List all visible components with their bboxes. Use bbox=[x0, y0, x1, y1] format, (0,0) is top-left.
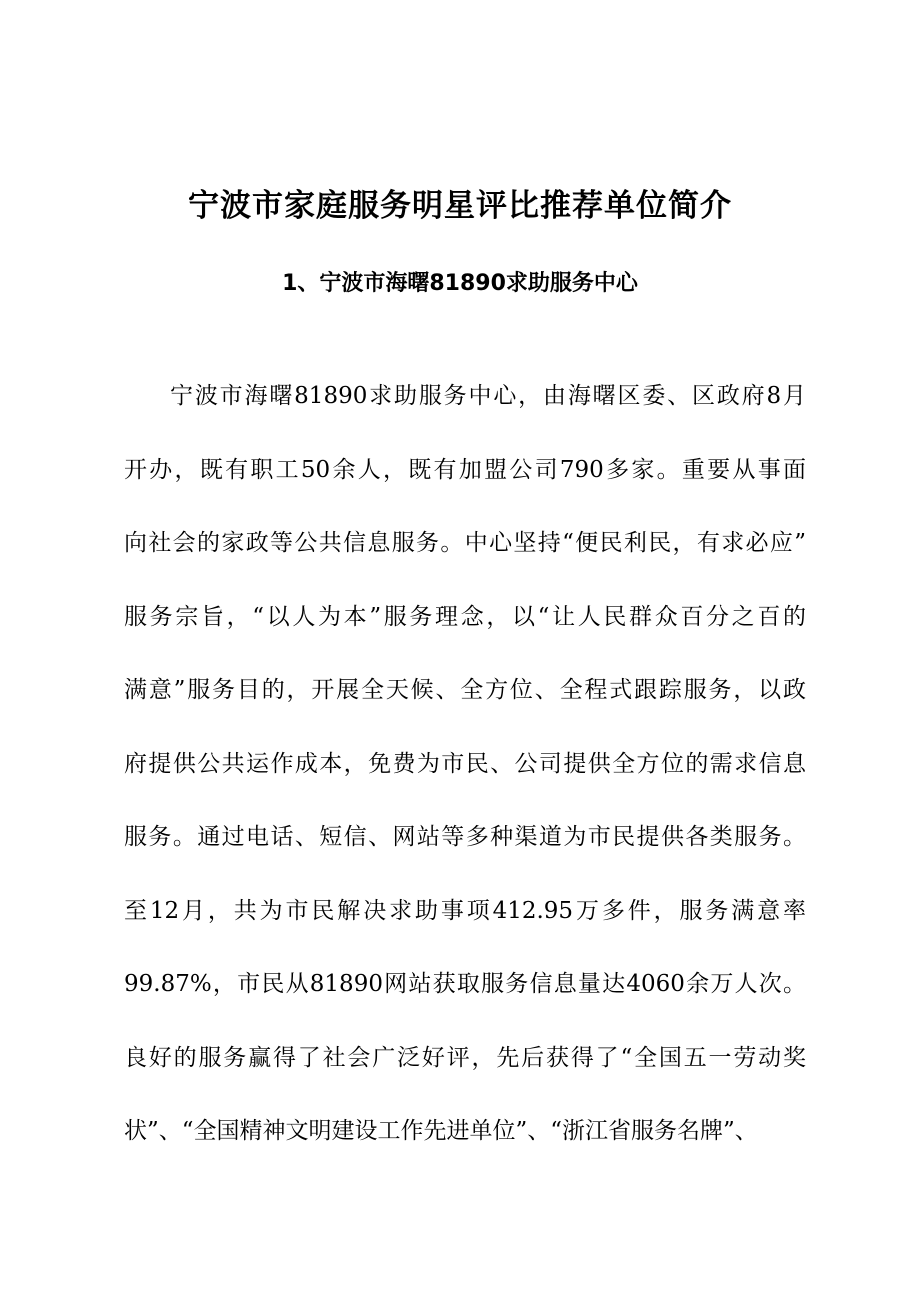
paragraph-line: 服务宗旨，“以人为本”服务理念，以“让人民群众百分之百的 bbox=[124, 603, 806, 630]
section-heading: 1、宁波市海曙81890求助服务中心 bbox=[282, 271, 638, 296]
paragraph-line: 状”、“全国精神文明建设工作先进单位”、“浙江省服务名牌”、 bbox=[124, 1118, 758, 1144]
paragraph-line: 宁波市海曙81890求助服务中心，由海曙区委、区政府8月 bbox=[170, 383, 806, 409]
paragraph-line: 服务。通过电话、短信、网站等多种渠道为市民提供各类服务。 bbox=[124, 824, 806, 850]
paragraph-line: 良好的服务赢得了社会广泛好评，先后获得了“全国五一劳动奖 bbox=[124, 1044, 806, 1071]
paragraph-line: 99.87%，市民从81890网站获取服务信息量达4060余万人次。 bbox=[124, 971, 806, 997]
paragraph-line: 向社会的家政等公共信息服务。中心坚持“便民利民，有求必应” bbox=[124, 530, 806, 556]
body-paragraph bbox=[124, 360, 806, 1169]
paragraph-line: 府提供公共运作成本，免费为市民、公司提供全方位的需求信息 bbox=[124, 750, 806, 777]
document-title: 宁波市家庭服务明星评比推荐单位简介 bbox=[188, 188, 732, 224]
paragraph-line: 开办，既有职工50余人，既有加盟公司790多家。重要从事面 bbox=[124, 456, 806, 483]
paragraph-line: 至12月，共为市民解决求助事项412.95万多件，服务满意率 bbox=[124, 897, 806, 924]
paragraph-line: 满意”服务目的，开展全天候、全方位、全程式跟踪服务，以政 bbox=[124, 677, 806, 703]
